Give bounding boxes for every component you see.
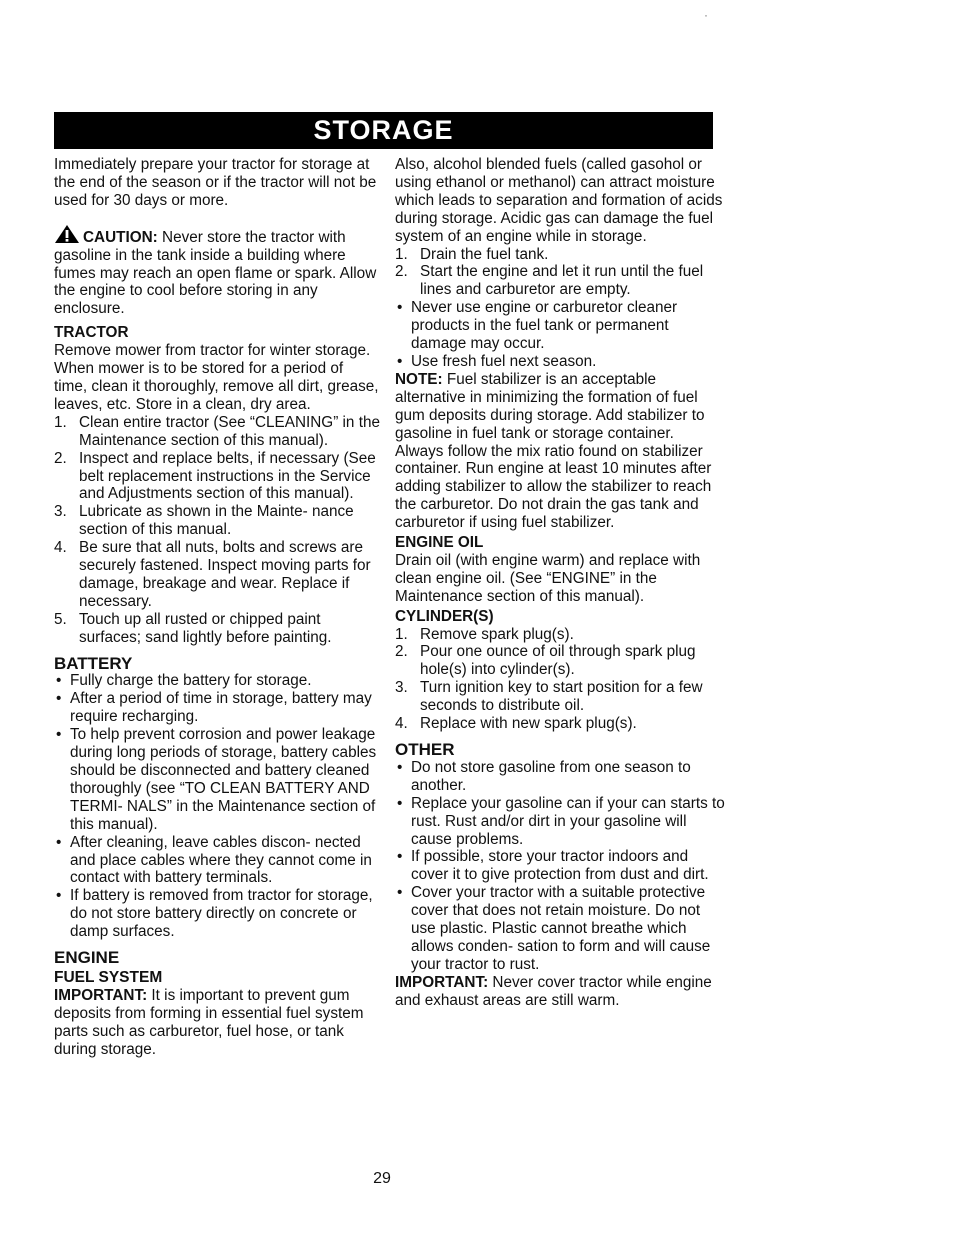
list-item-text: Remove spark plug(s).: [420, 625, 574, 643]
list-item-text: Never use engine or carburetor cleaner products in the fuel tank or permanent damage may occur.: [411, 299, 678, 353]
engine-oil-heading: ENGINE OIL: [395, 534, 484, 552]
list-item-text: Be sure that all nuts, bolts and screws are securely fastened. Inspect moving parts for damage, breakage and wear. Replace if necessary.: [79, 539, 371, 610]
list-item-number: 4.: [395, 715, 408, 733]
list-item-text: Touch up all rusted or chipped paint surfaces; sand lightly before painting.: [79, 610, 332, 646]
list-item: [54, 503, 380, 539]
list-item-text: Replace with new spark plug(s).: [420, 715, 637, 733]
intro-paragraph: Immediately prepare your tractor for storage at the end of the season or if the tractor will not be used for 30 days or more.: [54, 156, 377, 209]
list-item-text: Clean entire tractor (See “CLEANING” in the Maintenance section of this manual).: [79, 413, 380, 449]
caution-label: CAUTION:: [83, 228, 158, 246]
list-item: [54, 414, 380, 450]
engine-oil-paragraph: Drain oil (with engine warm) and replace with clean engine oil. (See “ENGINE” in the Maintenance section of this manual).: [395, 551, 701, 605]
list-item-text: Fully charge the battery for storage.: [70, 672, 312, 690]
fuel-important-paragraph: [54, 987, 380, 1059]
caution-paragraph: [54, 224, 380, 319]
fuel-steps-list: [395, 246, 725, 300]
list-item: [395, 353, 725, 371]
alcohol-fuels-paragraph: Also, alcohol blended fuels (called gasohol or using ethanol or methanol) can attract moisture which leads to separation and formation of acids during storage. Acidic gas can damage the fuel system of an engine while in storage.: [395, 156, 723, 245]
list-item-text: Do not store gasoline from one season to another.: [411, 758, 691, 794]
fuel-system-heading: FUEL SYSTEM: [54, 968, 163, 986]
list-item-text: After cleaning, leave cables discon- nected and place cables where they cannot come in contact with battery terminals.: [70, 833, 372, 887]
list-item: [395, 679, 725, 715]
list-item-number: 3.: [395, 679, 408, 697]
list-item-text: If possible, store your tractor indoors and cover it to give protection from dust and dirt.: [411, 848, 709, 884]
cylinders-heading: CYLINDER(S): [395, 607, 494, 625]
list-item: [395, 848, 725, 884]
list-item-number: 2.: [395, 263, 408, 281]
note-text: Fuel stabilizer is an acceptable alternative in minimizing the formation of fuel gum deposits during storage. Add stabilizer to gasoline in fuel tank or storage container. Always follow the mix ratio found on stabilizer container. Run engine at least 10 minutes after adding stabilizer to allow the stabilizer to reach the carburetor. Do not drain the gas tank and carburetor if using fuel stabilizer.: [395, 370, 712, 532]
list-item-number: 4.: [54, 539, 67, 557]
list-item-text: Use fresh fuel next season.: [411, 352, 597, 370]
engine-heading: ENGINE: [54, 948, 120, 968]
list-item-text: Lubricate as shown in the Mainte- nance section of this manual.: [79, 503, 354, 539]
list-item: [395, 643, 725, 679]
list-item-text: Cover your tractor with a suitable protective cover that does not retain moisture. Do not use plastic. Plastic cannot breathe which allows conden- sation to form and will cause your tractor to rust.: [411, 884, 711, 973]
list-item-text: After a period of time in storage, battery may require recharging.: [70, 690, 372, 726]
list-item-text: Replace your gasoline can if your can starts to rust. Rust and/or dirt in your gasoline will cause problems.: [411, 794, 725, 848]
right-column: [395, 156, 725, 1010]
list-item-text: To help prevent corrosion and power leakage during long periods of storage, battery cables should be disconnected and battery cleaned thoroughly (see “TO CLEAN BATTERY AND TERMI- NALS” in the Maintenance section of this manual).: [70, 726, 377, 833]
tractor-heading: TRACTOR: [54, 324, 129, 342]
cylinders-steps-list: [395, 626, 725, 733]
list-item: [395, 299, 725, 353]
tractor-intro: Remove mower from tractor for winter storage. When mower is to be stored for a period of time, clean it thoroughly, remove all dirt, grease, leaves, etc. Store in a clean, dry area.: [54, 342, 379, 413]
list-item: [395, 626, 725, 644]
tractor-steps-list: [54, 414, 380, 647]
other-heading: OTHER: [395, 740, 455, 759]
list-item: [54, 690, 380, 726]
other-important-paragraph: [395, 974, 725, 1010]
list-item: [54, 834, 380, 888]
list-item-text: Start the engine and let it run until the fuel lines and carburetor are empty.: [420, 263, 704, 299]
bullet-icon: •: [397, 884, 403, 902]
list-item: [54, 726, 380, 833]
important-text: It is important to prevent gum deposits from forming in essential fuel system parts such as carburetor, fuel hose, or tank during storage.: [54, 986, 364, 1058]
list-item: [54, 611, 380, 647]
bullet-icon: •: [56, 887, 62, 905]
list-item-number: 1.: [54, 413, 67, 431]
list-item: [395, 715, 725, 733]
battery-heading: BATTERY: [54, 653, 133, 673]
note-paragraph: [395, 371, 725, 532]
list-item: [54, 450, 380, 504]
list-item: [54, 539, 380, 611]
note-label: NOTE:: [395, 370, 443, 388]
bullet-icon: •: [56, 672, 62, 690]
bullet-icon: •: [56, 726, 62, 744]
caution-text: Never store the tractor with gasoline in the tank inside a building where fumes may reach an open flame or spark. Allow the engine to cool before storing in any enclosure.: [54, 228, 377, 318]
list-item-number: 3.: [54, 503, 67, 521]
list-item: [395, 884, 725, 974]
page-title-banner: STORAGE: [54, 112, 713, 149]
bullet-icon: •: [397, 299, 403, 317]
list-item-text: Pour one ounce of oil through spark plug hole(s) into cylinder(s).: [420, 643, 696, 679]
list-item-number: 1.: [395, 625, 408, 643]
left-column: [54, 156, 380, 1059]
bullet-icon: •: [397, 794, 403, 812]
list-item: [54, 672, 380, 690]
bullet-icon: •: [56, 833, 62, 851]
bullet-icon: •: [397, 352, 403, 370]
list-item: [395, 759, 725, 795]
important-text: Never cover tractor while engine and exhaust areas are still warm.: [395, 973, 712, 1009]
list-item: [54, 887, 380, 941]
list-item-number: 5.: [54, 610, 67, 628]
other-list: [395, 759, 725, 974]
list-item: [395, 246, 725, 264]
list-item-number: 2.: [54, 449, 67, 467]
list-item: [395, 263, 725, 299]
important-label: IMPORTANT:: [395, 973, 489, 991]
list-item-text: If battery is removed from tractor for storage, do not store battery directly on concrete or damp surfaces.: [70, 887, 373, 941]
list-item-number: 1.: [395, 245, 408, 263]
list-item-text: Inspect and replace belts, if necessary (See belt replacement instructions in the Service and Adjustments section of this manual).: [79, 449, 376, 503]
bullet-icon: •: [56, 690, 62, 708]
list-item-number: 2.: [395, 643, 408, 661]
page-number: 29: [373, 1170, 391, 1187]
bullet-icon: •: [397, 848, 403, 866]
list-item: [395, 795, 725, 849]
fuel-bullets-list: [395, 299, 725, 371]
list-item-text: Turn ignition key to start position for a few seconds to distribute oil.: [420, 679, 703, 715]
list-item-text: Drain the fuel tank.: [420, 245, 549, 263]
warning-triangle-icon: [54, 224, 80, 244]
important-label: IMPORTANT:: [54, 986, 148, 1004]
bullet-icon: •: [397, 758, 403, 776]
scan-mark: ·: [704, 8, 708, 22]
battery-list: [54, 672, 380, 941]
